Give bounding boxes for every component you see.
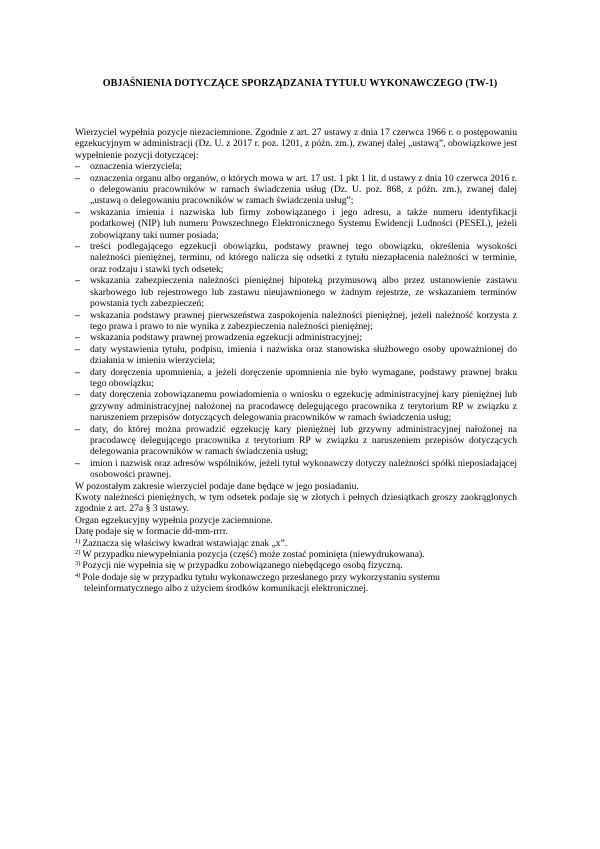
list-item: – daty, do której można prowadzić egzekucję kary pieniężnej lub grzywny administracyjnej nałożonej na pracodawcę delegującego pracownika z terytorium RP w związku z naruszeniem przepisów dotyczących delegowania pracowników w ramach świadczenia usług; [75, 423, 517, 458]
document-title: OBJAŚNIENIA DOTYCZĄCE SPORZĄDZANIA TYTUŁU WYKONAWCZEGO (TW-1) [102, 78, 498, 89]
dash-bullet-icon: – [75, 241, 80, 253]
list-item: – oznaczenia wierzyciela; [75, 161, 182, 173]
dash-bullet-icon: – [75, 161, 80, 173]
list-item: – daty doręczenia zobowiązanemu powiadomienia o wniosku o egzekucję administracyjnej kary pieniężnej lub grzywny administracyjnej nałożonej na pracodawcę delegującego pracownika z terytorium RP w związku z naruszeniem przepisów dotyczących delegowania pracowników w ramach świadczenia usług; [75, 389, 517, 424]
dash-bullet-icon: – [75, 389, 80, 401]
list-item: – wskazania zabezpieczenia należności pieniężnej hipoteką przymusową albo przez ustanowienie zastawu skarbowego lub rejestrowego lub zastawu nieujawnionego w żadnym rejestrze, ze wskazaniem terminów powstania tych zabezpieczeń; [75, 275, 517, 310]
date-format-paragraph: Datę podaje się w formacie dd-mm-rrrr. [75, 526, 228, 538]
footnotes [75, 538, 517, 595]
required-positions-list [75, 161, 517, 480]
footnote: $^{1)}$ Zaznacza się właściwy kwadrat wstawiając znak „x”. [75, 537, 288, 549]
dash-bullet-icon: – [75, 366, 80, 378]
list-item: – wskazania imienia i nazwiska lub firmy zobowiązanego i jego adresu, a także numeru identyfikacji podatkowej (NIP) lub numeru Powszechnego Elektronicznego Systemu Ewidencji Ludności (PESEL), jeżeli zobowiązany taki numer posiada; [75, 206, 517, 241]
footnote: $^{3)}$ Pozycji nie wypełnia się w przypadku zobowiązanego niebędącego osobą fizyczną. [75, 560, 403, 572]
dash-bullet-icon: – [75, 275, 80, 287]
list-item: – treści podlegającego egzekucji obowiązku, podstawy prawnej tego obowiązku, określenia wysokości należności pieniężnej, terminu, od którego nalicza się odsetki z tytułu niezapłacenia należności w terminie, oraz rodzaju i stawki tych odsetek; [75, 241, 517, 275]
footnote-continuation: teleinformatycznego albo z użyciem środków komunikacji elektronicznej. [84, 583, 369, 595]
intro-paragraph: Wierzyciel wypełnia pozycje niezaciemnione. Zgodnie z art. 27 ustawy z dnia 17 czerwca 1966 r. o postępowaniu egzekucyjnym w administracji (Dz. U. z 2017 r. poz. 1201, z późn. zm.), zwanej dalej „ustawą”, obowiązkowe jest wypełnienie pozycji dotyczącej: [75, 127, 517, 161]
dash-bullet-icon: – [75, 332, 80, 344]
dash-bullet-icon: – [75, 309, 80, 321]
dash-bullet-icon: – [75, 423, 80, 435]
dash-bullet-icon: – [75, 172, 80, 184]
footnote: $^{2)}$ W przypadku niewypełniania pozycja (część) może zostać pominięta (niewydrukowana). [75, 549, 425, 561]
dash-bullet-icon: – [75, 343, 80, 355]
remaining-scope-paragraph: W pozostałym zakresie wierzyciel podaje dane będące w jego posiadaniu. [75, 480, 359, 492]
document-body [75, 127, 517, 595]
enforcement-organ-paragraph: Organ egzekucyjny wypełnia pozycje zaciemnione. [75, 514, 273, 526]
list-item: – oznaczenia organu albo organów, o których mowa w art. 17 ust. 1 pkt 1 lit. d ustawy z dnia 10 czerwca 2016 r. o delegowaniu pracowników w ramach świadczenia usług (Dz. U. poz. 868, z późn. zm.), zwanej dalej „ustawą o delegowaniu pracowników w ramach świadczenia usług”; [75, 172, 517, 207]
list-item: – daty wystawienia tytułu, podpisu, imienia i nazwiska oraz stanowiska służbowego osoby upoważnionej do działania w imieniu wierzyciela; [75, 343, 517, 367]
dash-bullet-icon: – [75, 457, 80, 469]
list-item: – imion i nazwisk oraz adresów wspólników, jeżeli tytuł wykonawczy dotyczy należności spółki nieposiadającej osobowości prawnej. [75, 457, 517, 481]
dash-bullet-icon: – [75, 206, 80, 218]
list-item: – daty doręczenia upomnienia, a jeżeli doręczenie upomnienia nie było wymagane, podstawy prawnej braku tego obowiązku; [75, 366, 517, 389]
amounts-paragraph: Kwoty należności pieniężnych, w tym odsetek podaje się w złotych i pełnych dziesiątkach groszy zaokrąglonych zgodnie z art. 27a § 3 ustawy. [75, 492, 517, 515]
list-item: – wskazania podstawy prawnej prowadzenia egzekucji administracyjnej; [75, 332, 362, 344]
list-item: – wskazania podstawy prawnej pierwszeństwa zaspokojenia należności pieniężnej, jeżeli należność korzysta z tego prawa i prawo to nie wynika z zabezpieczenia należności pieniężnej; [75, 309, 517, 332]
footnote: $^{4)}$ Pole dodaje się w przypadku tytułu wykonawczego przesłanego przy wykorzystaniu systemu [75, 571, 440, 583]
